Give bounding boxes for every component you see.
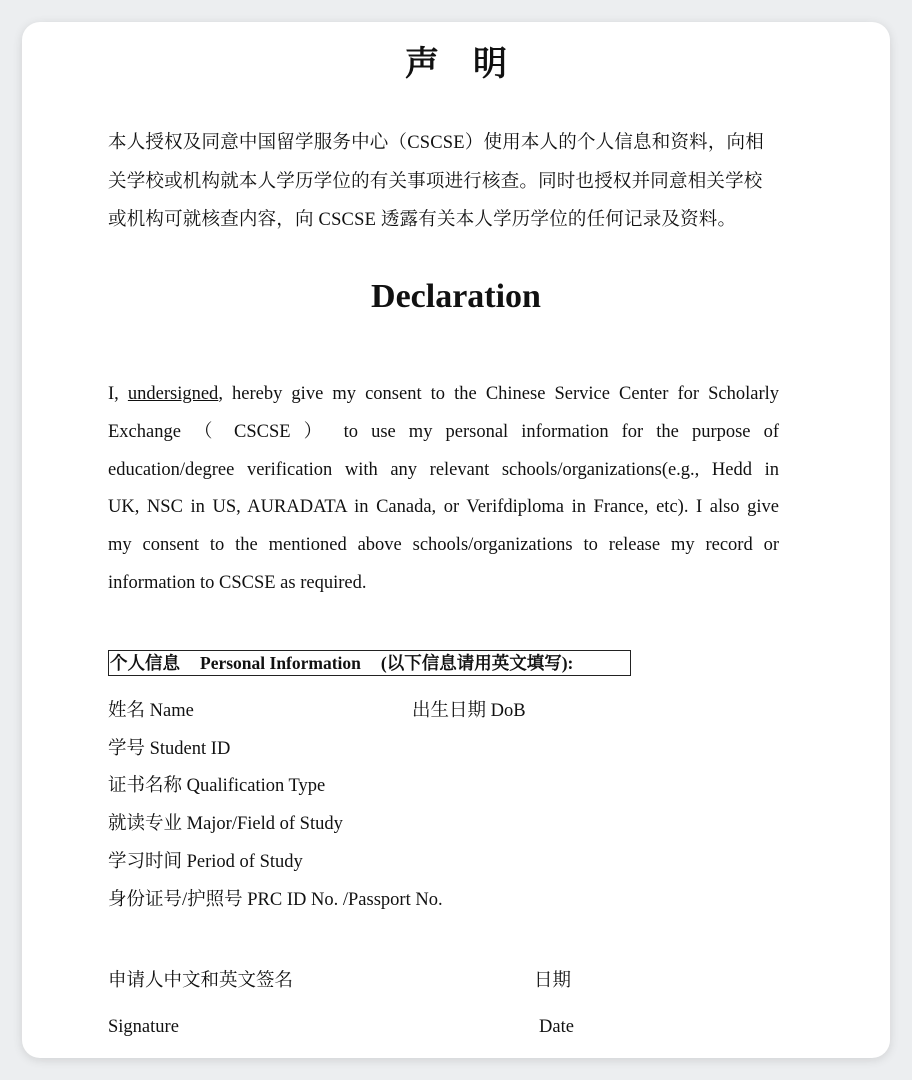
undersigned-underlined: undersigned [127, 384, 219, 404]
field-name-label: 姓名 Name [108, 701, 194, 721]
personal-info-header-cn: 个人信息 [110, 653, 180, 673]
line-rest: , hereby give my consent to the Chinese Service Center for Scholarly [218, 384, 779, 404]
chinese-paragraph-line: 本人授权及同意中国留学服务中心（CSCSE）使用本人的个人信息和资料，向相 [108, 133, 764, 153]
chinese-title: 声明 [405, 44, 541, 84]
line-prefix: I, [108, 384, 128, 404]
english-paragraph-line: my consent to the mentioned above schools/organizations to release my record or [108, 535, 779, 556]
personal-info-header-en: Personal Information [200, 653, 361, 673]
signature-label-cn: 申请人中文和英文签名 [108, 971, 294, 991]
field-student-id-label: 学号 Student ID [108, 739, 231, 759]
english-declaration-paragraph [108, 376, 779, 603]
signature-label-en: Signature [108, 1017, 179, 1037]
personal-info-header [108, 650, 631, 676]
field-period-label: 学习时间 Period of Study [108, 852, 303, 872]
personal-info-header-note: (以下信息请用英文填写): [380, 653, 574, 673]
english-title: Declaration [371, 278, 541, 315]
date-label-en: Date [539, 1017, 574, 1037]
field-qualification-label: 证书名称 Qualification Type [108, 776, 326, 796]
date-label-cn: 日期 [534, 971, 572, 991]
field-dob-label: 出生日期 DoB [412, 701, 526, 721]
english-paragraph-line [108, 376, 779, 414]
english-paragraph-line: Exchange （ CSCSE ） to use my personal information for the purpose of [108, 421, 779, 442]
field-major-label: 就读专业 Major/Field of Study [108, 814, 343, 834]
english-paragraph-line: education/degree verification with any relevant schools/organizations(e.g., Hedd in [108, 459, 779, 480]
chinese-paragraph-line: 关学校或机构就本人学历学位的有关事项进行核查。同时也授权并同意相关学校 [108, 172, 763, 192]
declaration-document [22, 22, 890, 1058]
chinese-paragraph-line: 或机构可就核查内容，向 CSCSE 透露有关本人学历学位的任何记录及资料。 [108, 210, 737, 230]
english-paragraph-line: information to CSCSE as required. [108, 572, 367, 593]
field-id-passport-label: 身份证号/护照号 PRC ID No. /Passport No. [108, 890, 443, 910]
english-paragraph-line: UK, NSC in US, AURADATA in Canada, or Verifdiploma in France, etc). I also give [108, 497, 779, 518]
